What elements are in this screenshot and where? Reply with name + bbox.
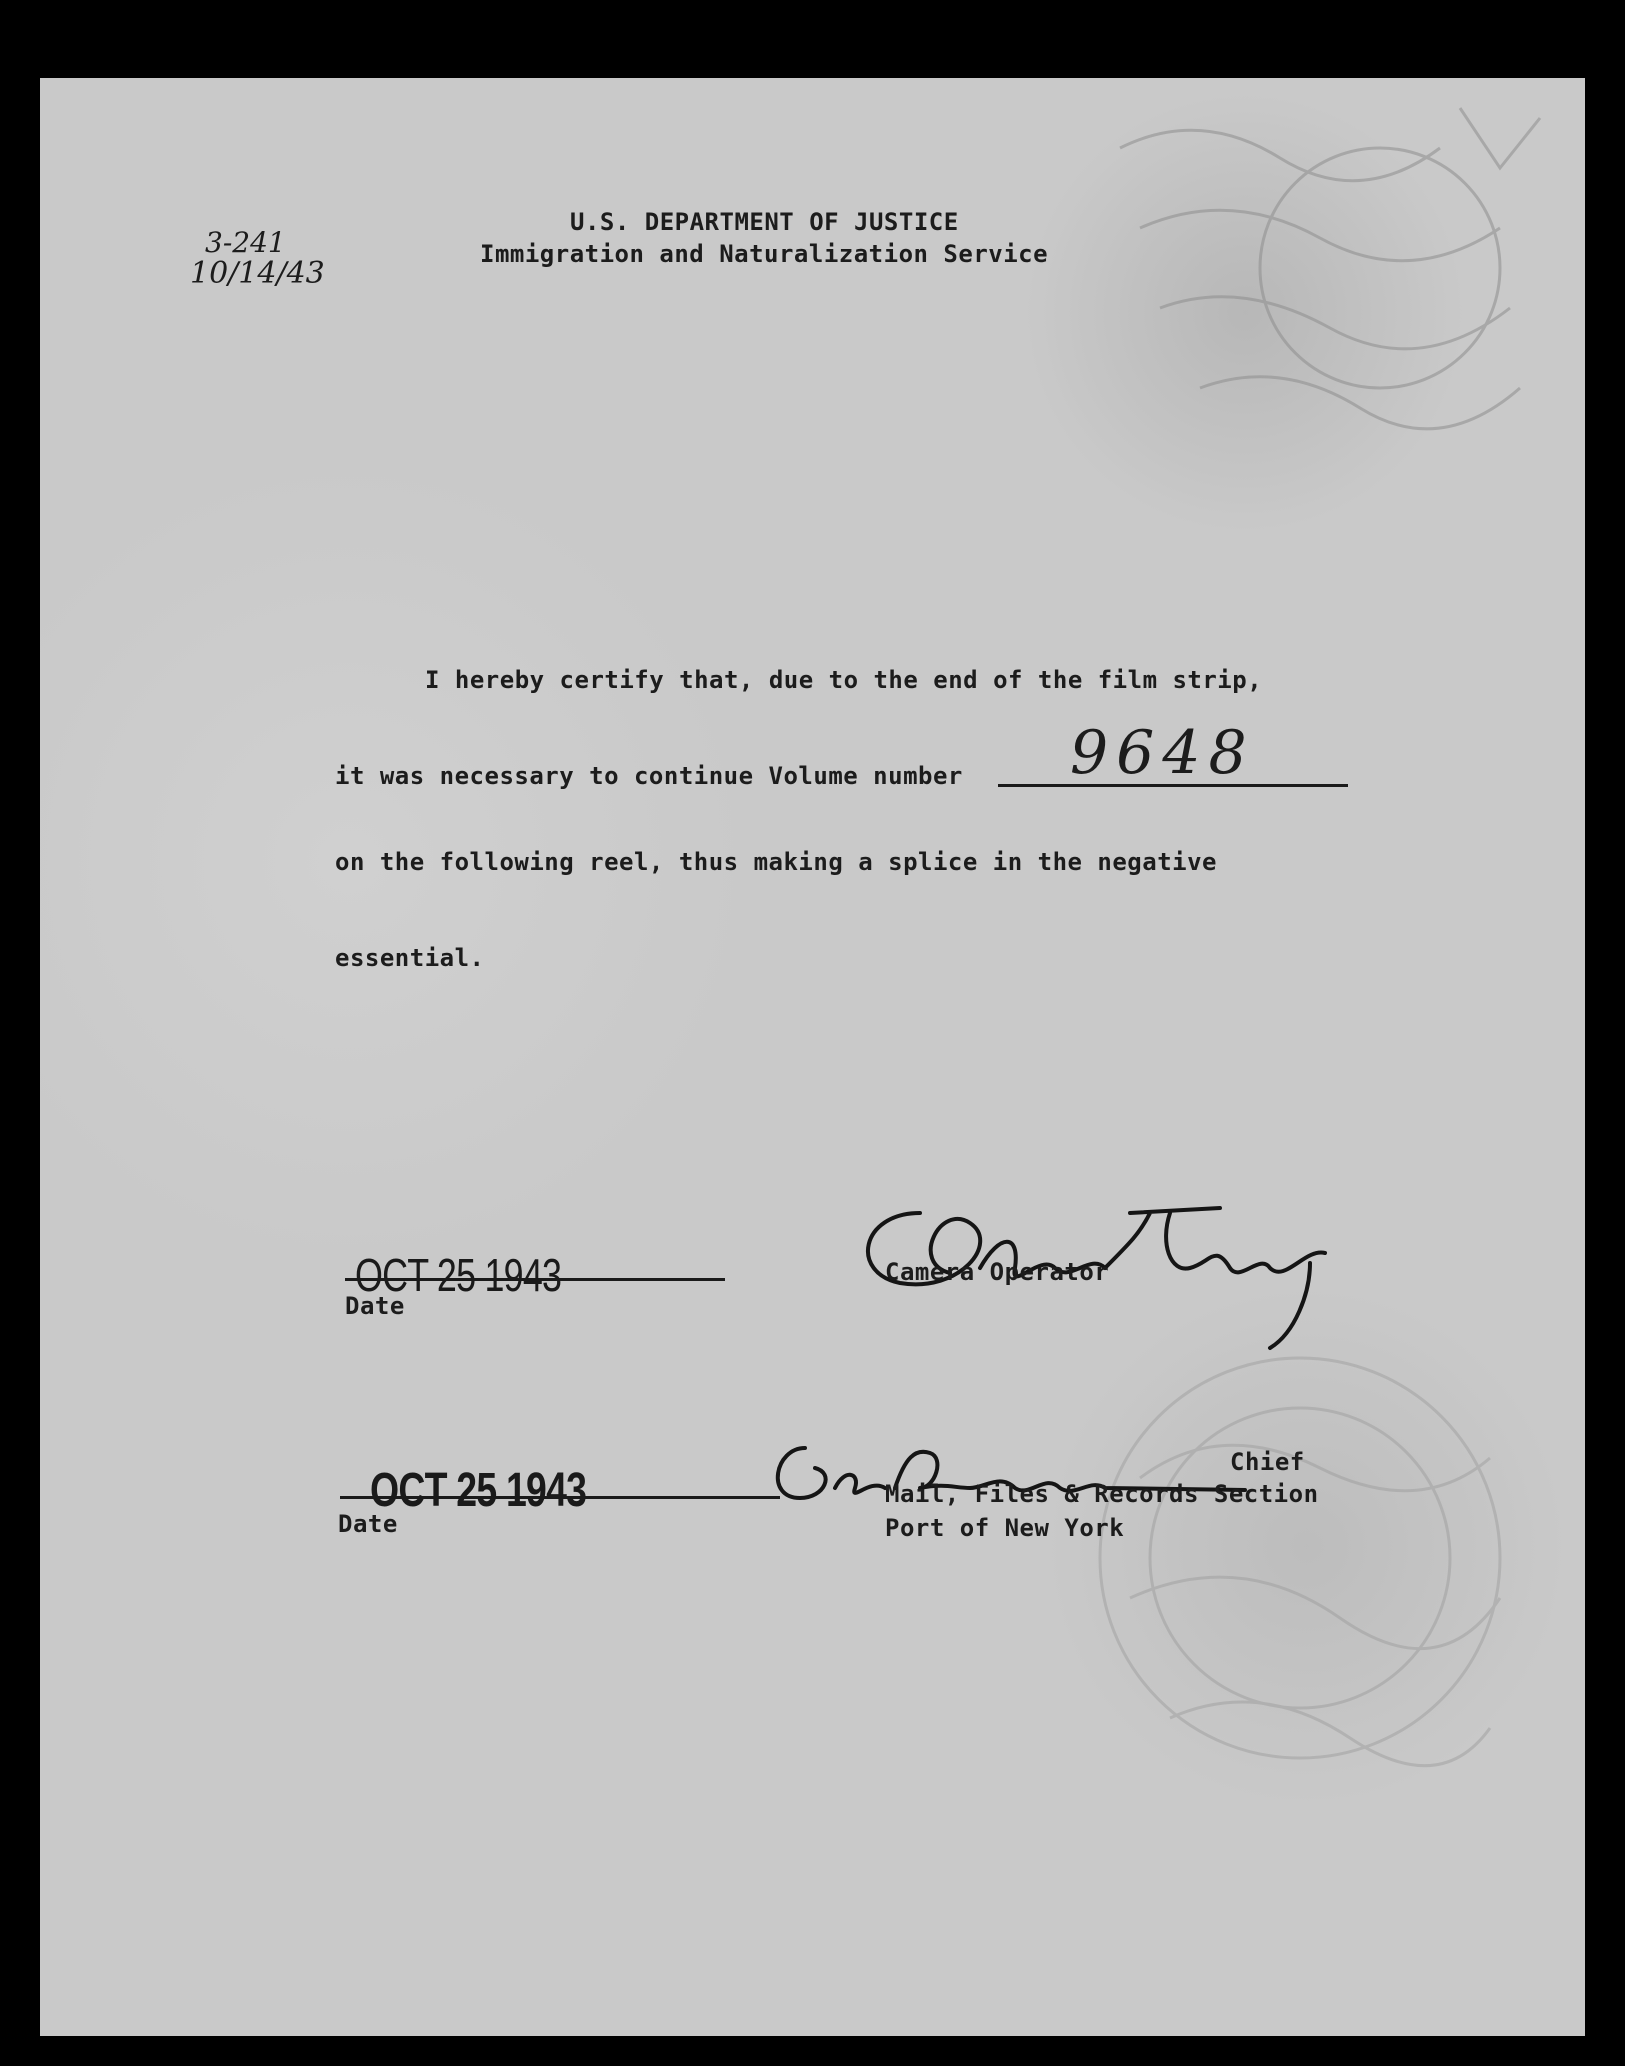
- file-date: 10/14/43: [190, 256, 325, 291]
- body-line-1: I hereby certify that, due to the end of the film strip,: [425, 666, 1263, 694]
- date-stamp-2: OCT 25 1943: [370, 1464, 587, 1517]
- faded-seal-bottom-right: [1020, 1298, 1560, 1858]
- file-code: 3-241: [205, 226, 286, 259]
- faded-seal-top-right: [1080, 88, 1560, 508]
- body-line-4: essential.: [335, 944, 485, 972]
- camera-operator-signature-text: Thomas Fearing: [840, 1173, 849, 1174]
- chief-signature: [745, 1418, 1265, 1528]
- port-location: Port of New York: [885, 1514, 1125, 1542]
- chief-title: Chief: [1230, 1448, 1305, 1476]
- volume-number: 9648: [1070, 718, 1255, 788]
- date-label-1: Date: [345, 1292, 405, 1320]
- department-heading: U.S. DEPARTMENT OF JUSTICE: [570, 208, 959, 236]
- section-name: Mail, Files & Records Section: [885, 1480, 1319, 1508]
- camera-operator-label: Camera Operator: [885, 1258, 1110, 1286]
- body-line-2: it was necessary to continue Volume number: [335, 762, 963, 790]
- date-stamp-1: OCT 25 1943: [355, 1249, 562, 1301]
- date-label-2: Date: [338, 1510, 398, 1538]
- service-heading: Immigration and Naturalization Service: [480, 240, 1049, 268]
- date-line-2: [340, 1496, 780, 1499]
- date-line-1: [345, 1278, 725, 1281]
- document-page: [40, 78, 1585, 2036]
- body-line-3: on the following reel, thus making a splice in the negative: [335, 848, 1218, 876]
- chief-signature-text: Geo Baecher: [745, 1418, 752, 1419]
